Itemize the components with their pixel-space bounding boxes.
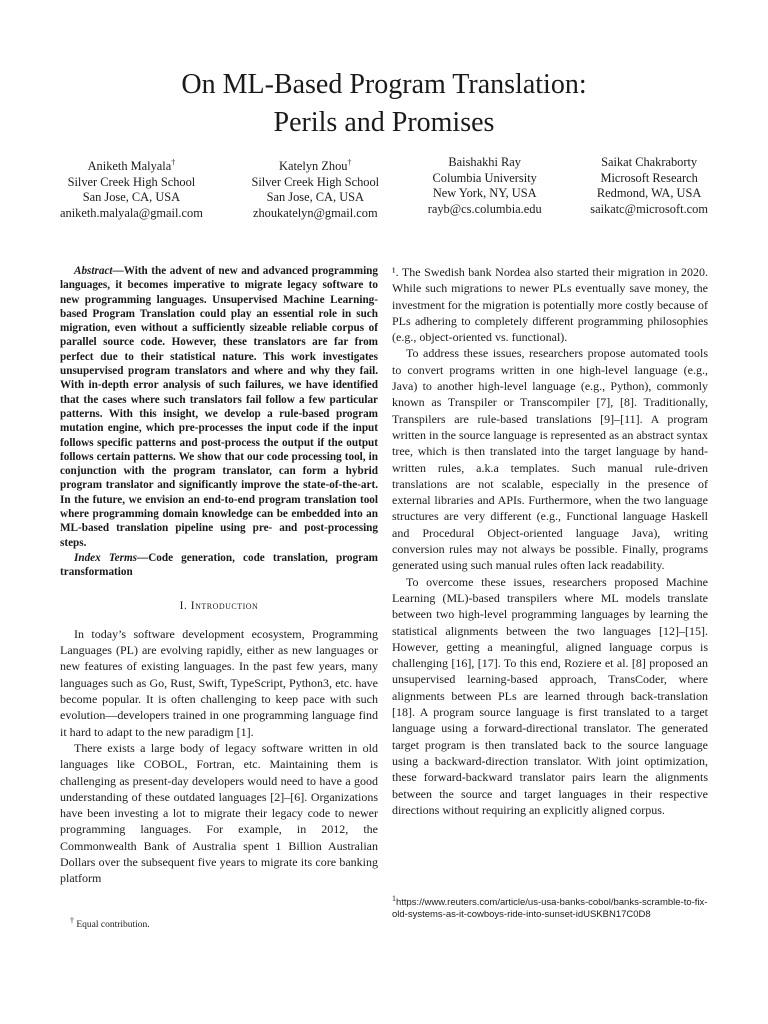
author-name: Saikat Chakraborty (601, 155, 698, 169)
section-title: Introduction (190, 599, 259, 612)
abstract (60, 264, 378, 550)
footnote-text: Equal contribution. (76, 920, 150, 931)
footnote-link[interactable]: https://www.reuters.com/article/us-usa-banks-cobol/banks-scramble-to-fix-old-systems-as-it-cowboys-ride-into-sunset-idUSKBN17C0D8 (392, 897, 708, 921)
footnote-mark: † (70, 916, 74, 925)
body-paragraph: There exists a large body of legacy software written in old languages like COBOL, Fortran, etc. Maintaining them is challenging as present-day developers would need to have a good understanding of these outdated languages [2]–[6]. Organizations have been investing a lot to migrate their legacy code to newer programming languages. For example, in 2012, the Commonwealth Bank of Australia spent 1 Billion Australian Dollars over the subsequent five years to migrate its core banking platform (60, 740, 378, 886)
body-paragraph: To overcome these issues, researchers proposed Machine Learning (ML)-based transpilers where ML models translate between two high-level programming languages by learning the statistical alignments between the two languages [12]–[15]. However, getting a meaningful, aligned language corpus is challenging [16], [17]. To this end, Roziere et al. [8] proposed an unsupervised learning-based approach, TransCoder, where alignments between PLs are learned through back-translation [18]. A program source language is first translated to a target language using a forward-directional translator. The generated target program is then translated back to the source language using a backward-direction translator. With joint optimization, these forward-backward translator pairs learn the alignments between the source and target languages in their respective directions without requiring an explicitly aligned corpus. (392, 574, 708, 817)
author-location: Redmond, WA, USA (596, 186, 702, 200)
left-column (60, 264, 378, 887)
index-terms-label: Index Terms (74, 551, 138, 564)
author-email: zhoukatelyn@gmail.com (252, 205, 378, 220)
author-name: Katelyn Zhou (279, 159, 348, 174)
footnote-url (392, 893, 710, 921)
author-block (60, 155, 708, 221)
abstract-label: Abstract (74, 265, 113, 277)
index-terms-text: —Code generation, code translation, program transformation (60, 551, 378, 579)
abstract-text: —With the advent of new and advanced programming languages, it becomes imperative to migrate legacy software to new programming languages. Unsupervised Machine Learning-based Program Translation could play an essential role in such migration, even without a sufficiently sizeable reliable corpus of parallel source code. However, these translators are far from perfect due to their statistical nature. This work investigates unsupervised program translators and where and why they fail. With in-depth error analysis of such failures, we have identified that the cases where such translators fail follow a few particular patterns. With this insight, we develop a rule-based program mutation engine, which pre-processes the input code if the input follows specific patterns and post-process the output if the output follows certain patterns. We show that our code processing tool, in conjunction with the program translator, can form a hybrid program translator and significantly improve the state-of-the-art. In the future, we envision an end-to-end program translation tool where programming domain knowledge can be embedded into an ML-based translation pipeline using pre- and post-processing steps. (60, 265, 378, 549)
author-name: Aniketh Malyala (87, 159, 172, 174)
paper-title (0, 66, 768, 142)
author-1 (60, 155, 203, 221)
body-paragraph: To address these issues, researchers propose automated tools to convert programs written in one high-level language (e.g., Java) to another high-level language (e.g., Python), commonly known as Transpiler or Transcompiler [7], [8]. Traditionally, Transpilers are rule-based translations [9]–[11]. A program written in the source language is represented as an abstract syntax tree, which is then translated into the target language by hand-written rules, a.k.a templates. Such manual rule-driven translations are not scalable, especially in the presence of external libraries and APIs. Furthermore, when the two language structures are very different (e.g., Functional language Haskell and Procedural Object-oriented language Java), writing conversion rules may not always be possible. Finally, programs generated using such manual rules often lack readability. (392, 346, 708, 573)
author-email: saikatc@microsoft.com (590, 201, 708, 216)
equal-contribution-mark: † (171, 158, 176, 167)
body-paragraph: ¹. The Swedish bank Nordea also started their migration in 2020. While such migrations to newer PLs eventually save money, the investment for the migration is potentially more costly because of PLs adhering to completely different programming philosophies (e.g., object-oriented vs. functional). (392, 265, 708, 345)
title-line-2: Perils and Promises (273, 107, 495, 138)
author-location: San Jose, CA, USA (266, 190, 364, 205)
author-affiliation: Silver Creek High School (67, 174, 196, 189)
author-location: San Jose, CA, USA (82, 190, 181, 205)
author-3 (428, 155, 542, 221)
section-heading (60, 598, 378, 614)
section-number: I. (179, 599, 188, 612)
index-terms (60, 551, 378, 580)
body-paragraph: In today’s software development ecosystem, Programming Languages (PL) are evolving rapidly, either as new languages or new features of existing languages. In the past few years, many languages such as Go, Rust, Swift, TypeScript, Python3, etc. have become popular. It is often challenging to keep pace with such evolution—developers trained in one programming language find it hard to adapt to the new paradigm [1]. (60, 626, 378, 739)
author-affiliation: Microsoft Research (600, 170, 698, 185)
right-column (392, 264, 708, 818)
author-4 (590, 155, 708, 221)
equal-contribution-mark: † (347, 158, 352, 167)
title-line-1: On ML-Based Program Translation: (181, 69, 587, 100)
author-2 (251, 155, 379, 221)
author-email: rayb@cs.columbia.edu (427, 201, 542, 216)
author-location: New York, NY, USA (432, 186, 537, 200)
footnote-mark: 1 (392, 894, 396, 903)
footnote-equal-contribution (70, 916, 150, 930)
author-affiliation: Columbia University (432, 170, 537, 185)
author-name: Baishakhi Ray (448, 155, 521, 169)
author-email: aniketh.malyala@gmail.com (60, 205, 203, 220)
author-affiliation: Silver Creek High School (251, 174, 380, 189)
